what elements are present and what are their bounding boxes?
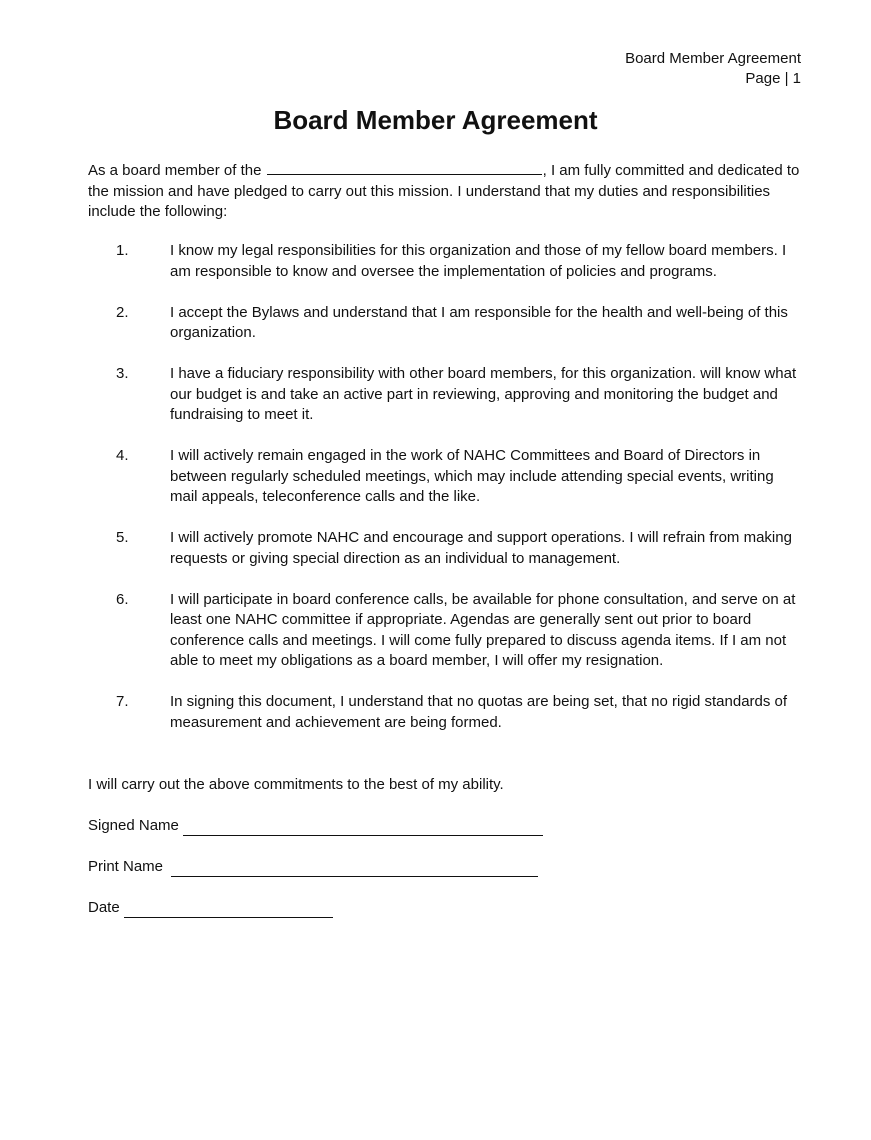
item-text: I will actively promote NAHC and encourage and support operations. I will refrain from making requests or giving special direction as an individual to management. [170,529,792,567]
page-header [625,49,801,89]
list-item [0,692,871,733]
item-number: 7. [116,693,129,710]
item-text: I will participate in board conference calls, be available for phone consultation, and serve on at least one NAHC committee if appropriate. Agendas are generally sent out prior to board conference calls and meetings. I will come fully prepared to discuss agenda items. If I am not able to meet my obligations as a board member, I will offer my resignation. [170,590,796,669]
date-label: Date [88,899,120,916]
item-number: 4. [116,447,129,464]
item-text: I know my legal responsibilities for this organization and those of my fellow board members. I am responsible to know and oversee the implementation of policies and programs. [170,242,787,280]
item-text: I accept the Bylaws and understand that I am responsible for the health and well-being of this organization. [170,303,788,341]
date-line [124,901,333,918]
item-text: In signing this document, I understand that no quotas are being set, that no rigid standards of measurement and achievement are being formed. [170,693,788,731]
list-item [0,303,871,344]
item-text: I have a fiduciary responsibility with other board members, for this organization. will know what our budget is and take an active part in reviewing, approving and monitoring the budget and fundraising to meet it. [170,365,797,423]
intro-text-after: , I am fully committed and dedicated to the mission and have pledged to carry out this mission. I understand that my duties and responsibilities include the following: [88,162,800,220]
list-item [0,446,871,508]
header-doc-name: Board Member Agreement [625,50,801,67]
commitments-list [0,241,871,754]
item-number: 1. [116,242,129,259]
item-number: 6. [116,590,129,608]
list-item [0,590,871,672]
signed-name-row [88,816,543,836]
item-number: 5. [116,529,129,546]
document-title: Board Member Agreement [273,105,598,135]
print-name-row [88,857,538,877]
date-row [88,898,333,918]
organization-name-blank [267,160,542,175]
closing-statement: I will carry out the above commitments to the best of my ability. [88,776,504,793]
print-name-line [171,860,538,877]
intro-paragraph [88,160,803,223]
signed-name-label: Signed Name [88,817,179,834]
list-item [0,364,871,426]
header-page-number: Page | 1 [745,70,801,87]
intro-text-before: As a board member of the [88,162,262,179]
list-item [0,528,871,569]
item-number: 2. [116,303,129,321]
item-text: I will actively remain engaged in the work of NAHC Committees and Board of Directors in between regularly scheduled meetings, which may include attending special events, writing mail appeals, teleconference calls and the like. [170,447,774,505]
signed-name-line [183,819,543,836]
item-number: 3. [116,365,129,382]
list-item [0,241,871,282]
print-name-label: Print Name [88,858,164,875]
